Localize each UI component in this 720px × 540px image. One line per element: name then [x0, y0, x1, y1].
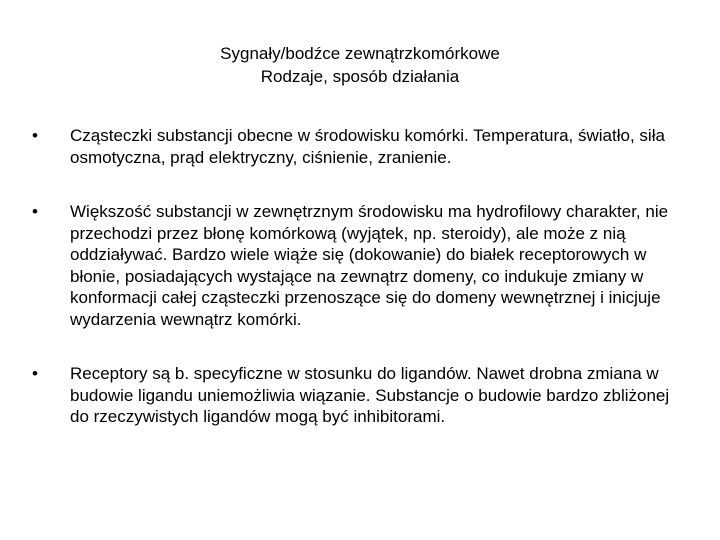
bullet-marker: •	[32, 364, 38, 383]
bullet-list	[32, 125, 692, 428]
bullet-text: Cząsteczki substancji obecne w środowisku komórki. Temperatura, światło, siła osmotyczna, prąd elektryczny, ciśnienie, zranienie.	[70, 126, 665, 167]
bullet-text: Większość substancji w zewnętrznym środowisku ma hydrofilowy charakter, nie przechodzi przez błonę komórkową (wyjątek, np. steroidy), ale może z nią oddziaływać. Bardzo wiele wiąże się (dokowanie) do białek receptorowych w błonie, posiadających wystające na zewnątrz domeny, co indukuje zmiany w konformacji całej cząsteczki przenoszące się do domeny wewnętrznej i inicjuje wydarzenia wewnątrz komórki.	[70, 202, 669, 329]
bullet-item	[32, 125, 692, 168]
bullet-marker: •	[32, 202, 38, 221]
bullet-item	[32, 201, 692, 330]
bullet-marker: •	[32, 126, 38, 145]
bullet-text: Receptory są b. specyficzne w stosunku do ligandów. Nawet drobna zmiana w budowie ligandu uniemożliwia wiązanie. Substancje o budowie bardzo zbliżonej do rzeczywistych ligandów mogą być inhibitorami.	[70, 364, 670, 426]
slide-title	[0, 42, 720, 88]
title-line-2: Rodzaje, sposób działania	[260, 67, 460, 86]
title-line-1: Sygnały/bodźce zewnątrzkomórkowe	[220, 44, 500, 63]
bullet-item	[32, 363, 692, 428]
